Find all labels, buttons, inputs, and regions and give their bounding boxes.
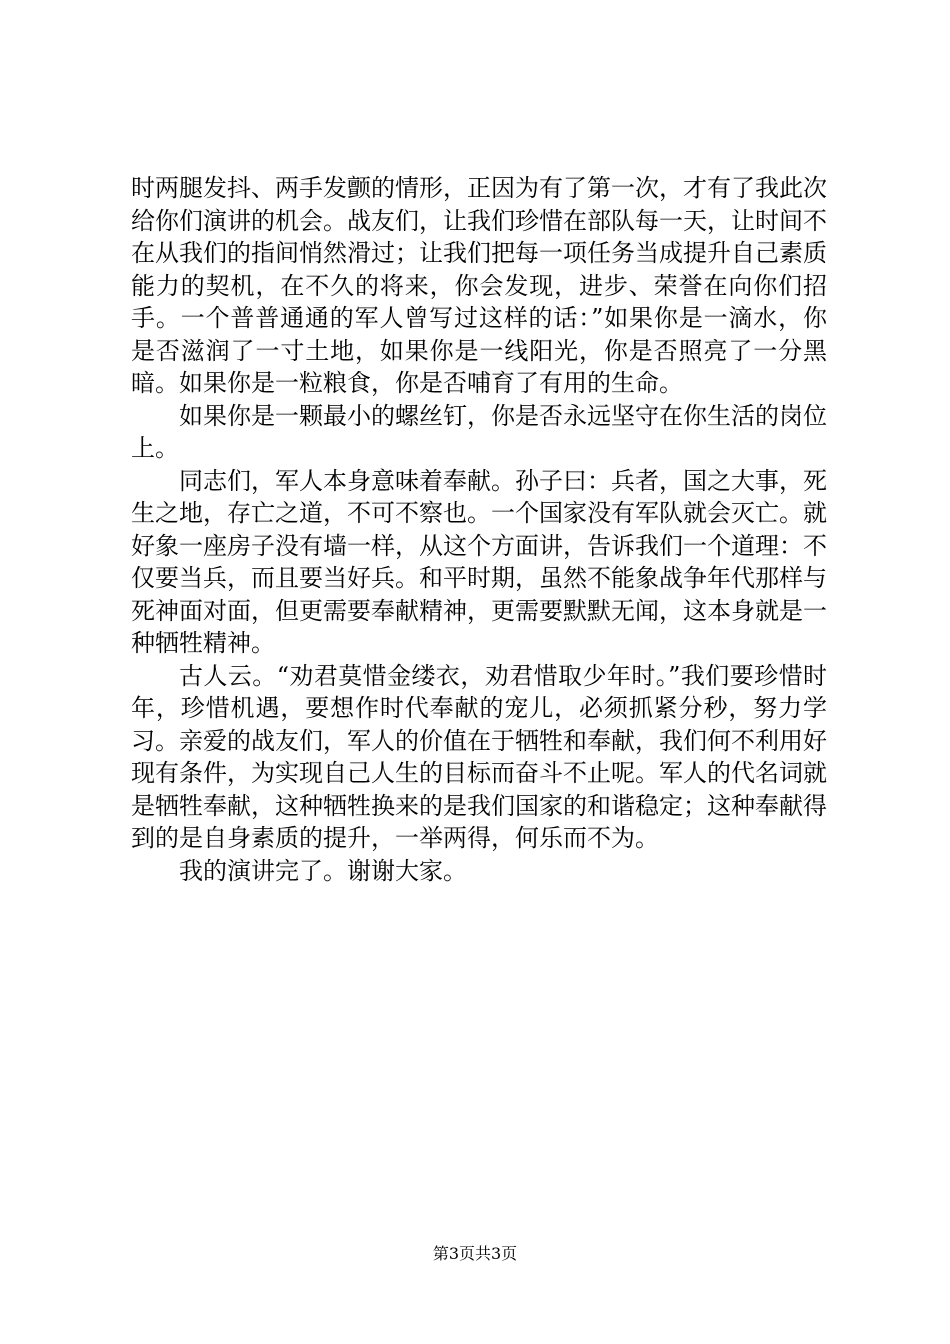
page-number: 第3页 xyxy=(432,1244,475,1263)
page-total: 共3页 xyxy=(475,1244,518,1263)
paragraph-2: 如果你是一颗最小的螺丝钉，你是否永远坚守在你生活的岗位上。 xyxy=(131,401,827,462)
speech-body xyxy=(131,172,827,887)
page-footer xyxy=(0,1244,950,1264)
paragraph-3: 同志们，军人本身意味着奉献。孙子曰：兵者，国之大事，死生之地，存亡之道，不可不察也。一个国家没有军队就会灭亡。就好象一座房子没有墙一样，从这个方面讲，告诉我们一个道理：不仅要当兵，而且要当好兵。和平时期，虽然不能象战争年代那样与死神面对面，但更需要奉献精神，更需要默默无闻，这本身就是一种牺牲精神。 xyxy=(131,466,827,657)
paragraph-4: 古人云。“劝君莫惜金缕衣，劝君惜取少年时。”我们要珍惜时年，珍惜机遇，要想作时代奉献的宠儿，必须抓紧分秒，努力学习。亲爱的战友们，军人的价值在于牺牲和奉献，我们何不利用好现有条件，为实现自己人生的目标而奋斗不止呢。军人的代名词就是牺牲奉献，这种牺牲换来的是我们国家的和谐稳定；这种奉献得到的是自身素质的提升，一举两得，何乐而不为。 xyxy=(131,661,827,852)
paragraph-5: 我的演讲完了。谢谢大家。 xyxy=(179,856,467,885)
paragraph-1: 时两腿发抖、两手发颤的情形，正因为有了第一次，才有了我此次给你们演讲的机会。战友们，让我们珍惜在部队每一天，让时间不在从我们的指间悄然滑过；让我们把每一项任务当成提升自己素质能力的契机，在不久的将来，你会发现，进步、荣誉在向你们招手。一个普普通通的军人曾写过这样的话：”如果你是一滴水，你是否滋润了一寸土地，如果你是一线阳光，你是否照亮了一分黑暗。如果你是一粒粮食，你是否哺育了有用的生命。 xyxy=(131,174,827,397)
